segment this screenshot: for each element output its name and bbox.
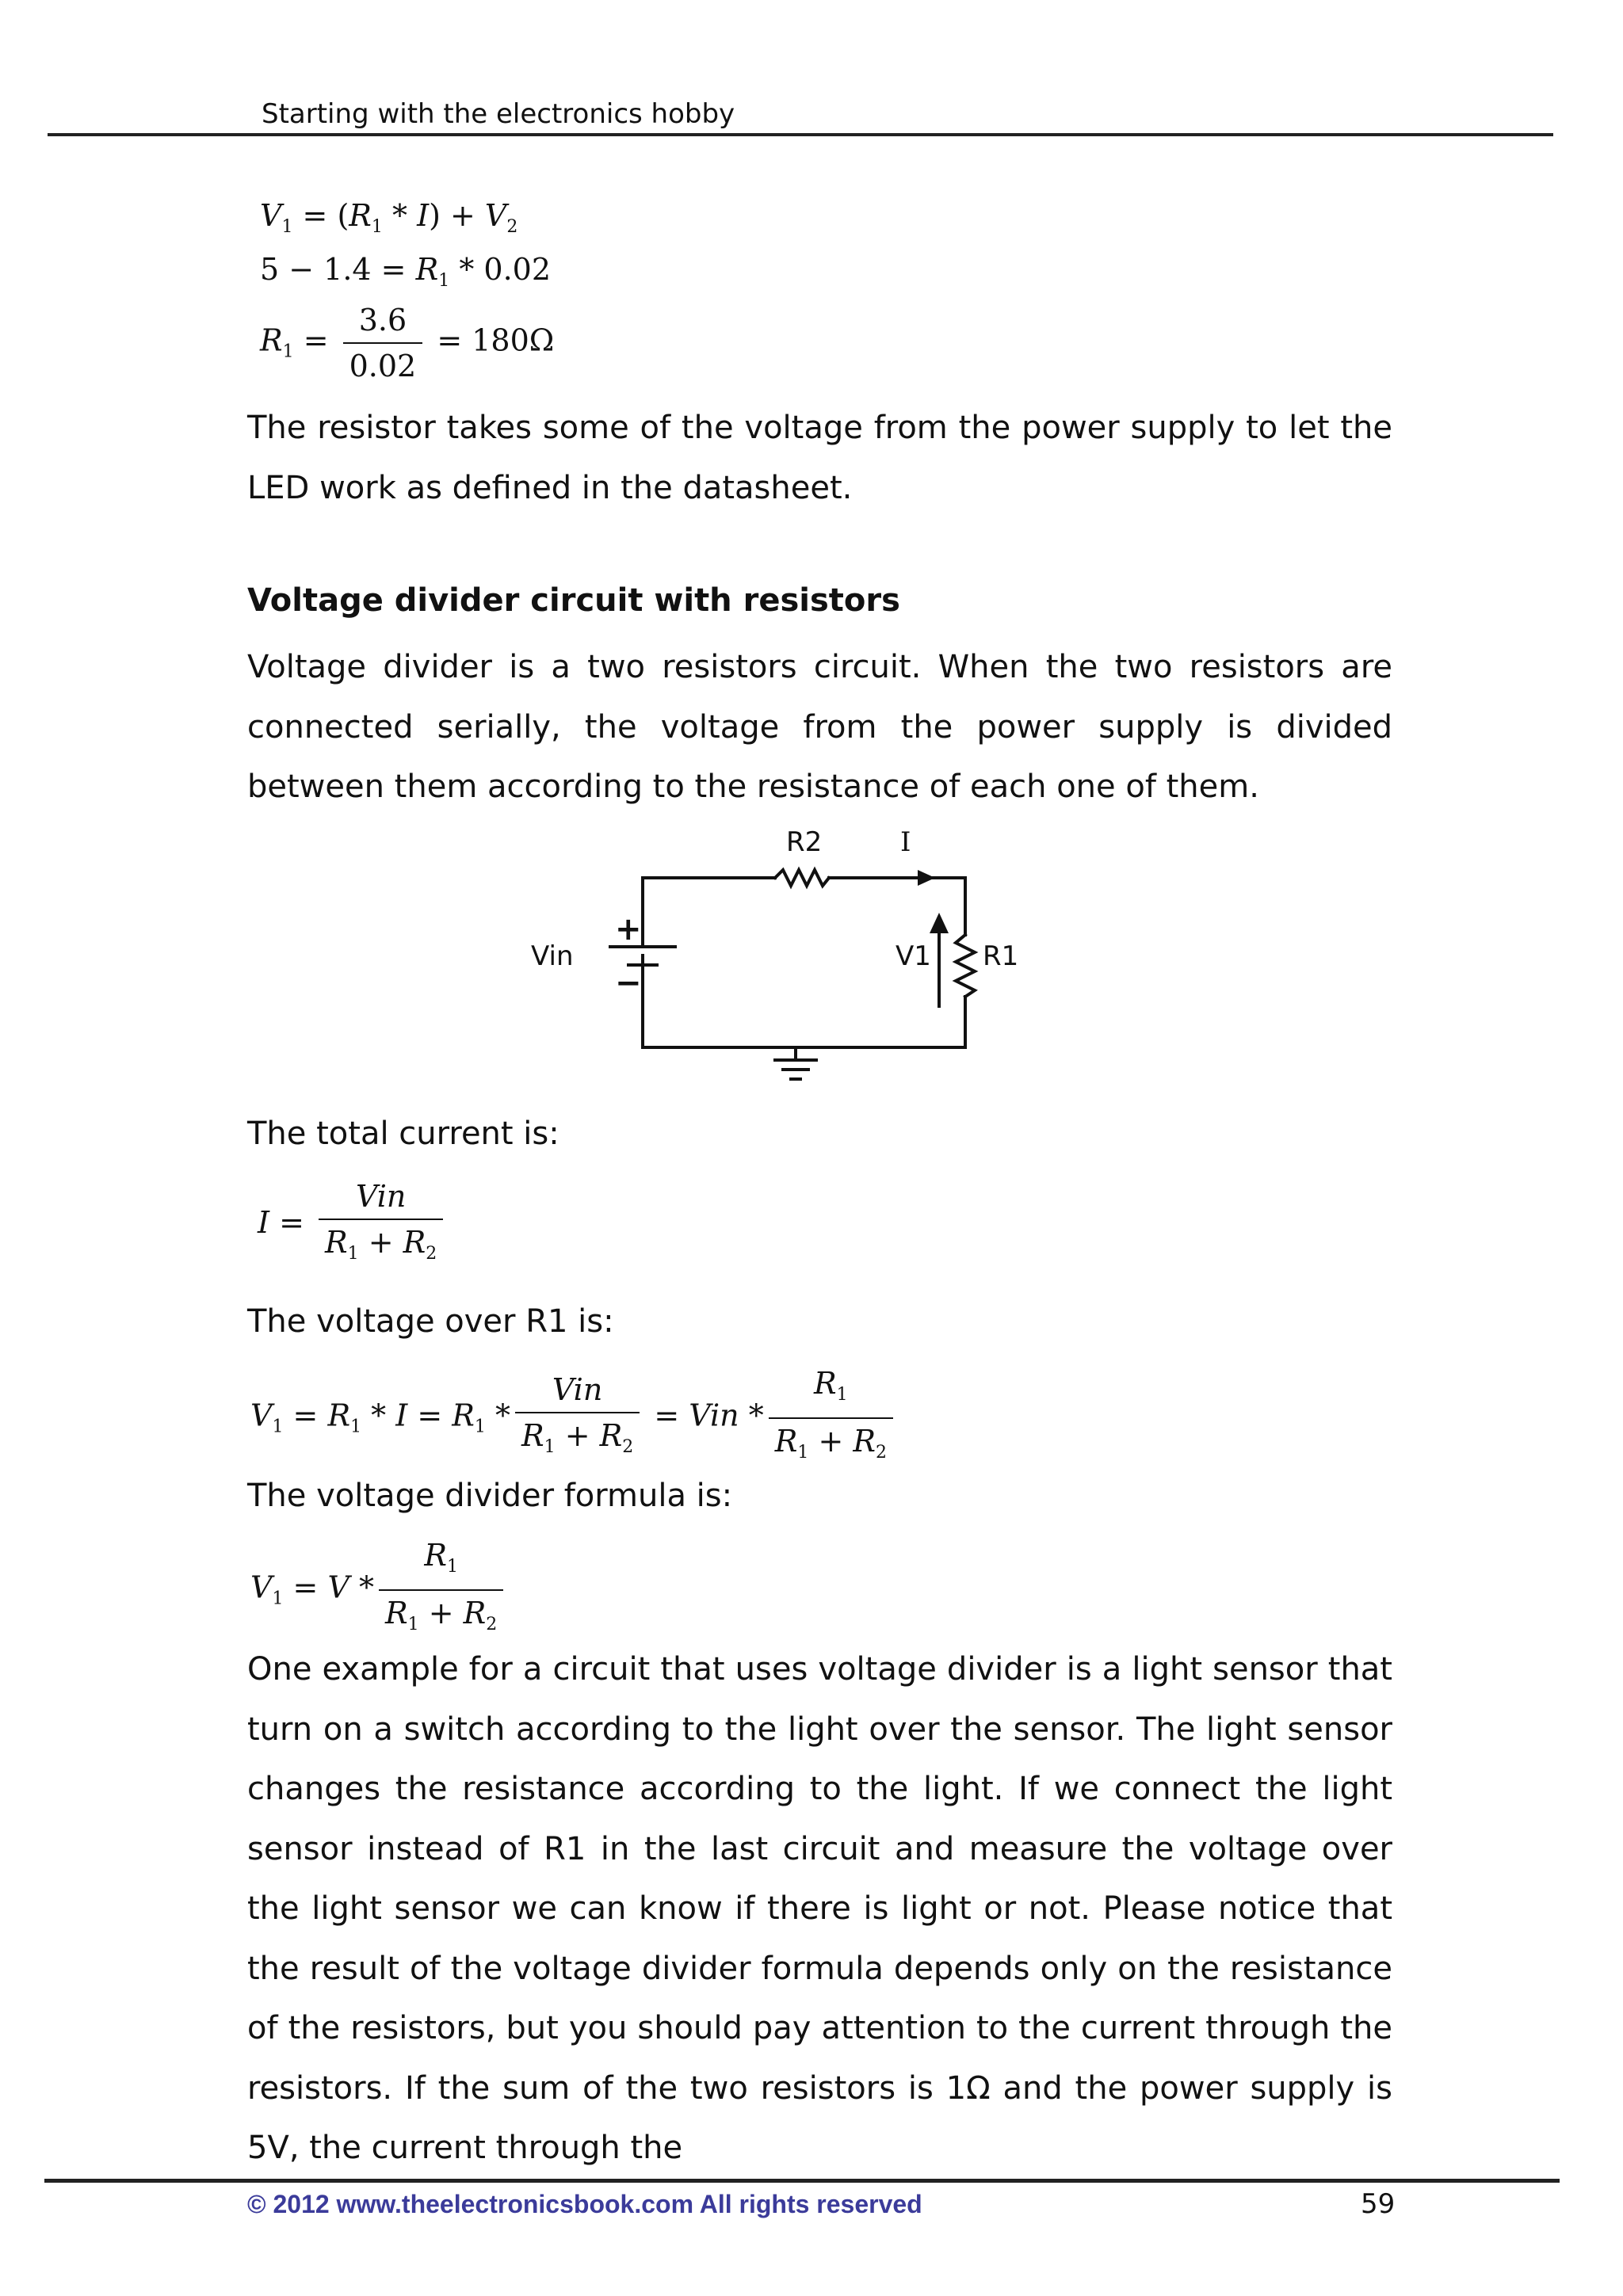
label-divider-formula: The voltage divider formula is:: [247, 1478, 733, 1514]
label-minus: −: [615, 965, 642, 1001]
equation-r1-result: $R_1$ = $\frac{3.6}{0.02}$ = 180Ω: [260, 298, 554, 388]
v1-arrowhead-icon: [930, 913, 949, 933]
resistor-r1-symbol: [956, 935, 975, 997]
label-vin: Vin: [531, 940, 574, 972]
equation-substitution: $5 - 1.4 = R_1 * 0.02$: [260, 252, 552, 291]
paragraph-resistor: The resistor takes some of the voltage from the power supply to let the LED work as defined in the datasheet.: [247, 410, 1392, 506]
label-r2: R2: [786, 826, 823, 858]
wire-bottom: [643, 997, 965, 1047]
label-voltage-over-r1: The voltage over R1 is:: [247, 1303, 614, 1340]
wire-top-left: [643, 878, 775, 1023]
current-arrow-icon: [918, 870, 935, 886]
page-number: 59: [1361, 2188, 1396, 2220]
footer-rule: [44, 2179, 1560, 2183]
footer-copyright: © 2012 www.theelectronicsbook.com All rights reserved: [247, 2190, 922, 2218]
section-heading: Voltage divider circuit with resistors: [247, 582, 900, 619]
resistor-r2-symbol: [775, 870, 829, 886]
voltage-divider-circuit-diagram: [507, 824, 1030, 1093]
label-plus: +: [615, 911, 642, 948]
equation-voltage-divider: $V_1 = V$ * $\frac{R_1}{R_1 + R_2}$: [250, 1533, 508, 1647]
label-total-current: The total current is:: [247, 1116, 559, 1152]
equation-current: I = $\frac{\text{Vin}}{R_1 + R_2}$: [258, 1174, 448, 1276]
label-r1: R1: [983, 940, 1019, 972]
paragraph-light-sensor-example: One example for a circuit that uses voltage divider is a light sensor that turn on a switch according to the light over the sensor. The light sensor changes the resistance according to the light. If we connect the light sensor instead of R1 in the last circuit and measure the voltage over the light sensor we can know if there is light or not. Please notice that the result of the voltage divider formula depends only on the resistance of the resistors, but you should pay attention to the current through the resistors. If the sum of the two resistors is 1Ω and the power supply is 5V, the current through the: [247, 1651, 1392, 2166]
equation-v1-expansion: $V_1 = R_1 * I = R_1$ * $\frac{\text{Vin}}{R_1 + R_2}$ = Vin * $\frac{R_1}{R_1 + R_2}$: [250, 1361, 898, 1475]
label-i: I: [900, 826, 911, 858]
running-header: Starting with the electronics hobby: [262, 98, 735, 130]
paragraph-divider-intro: Voltage divider is a two resistors circuit. When the two resistors are connected serially, the voltage from the power supply is divided between them according to the resistance of each one of them.: [247, 649, 1392, 805]
label-v1: V1: [896, 940, 931, 972]
equation-v1-sum: $V_1 = (R_1 * I) + V_2$: [260, 198, 518, 237]
header-rule: [48, 133, 1553, 136]
